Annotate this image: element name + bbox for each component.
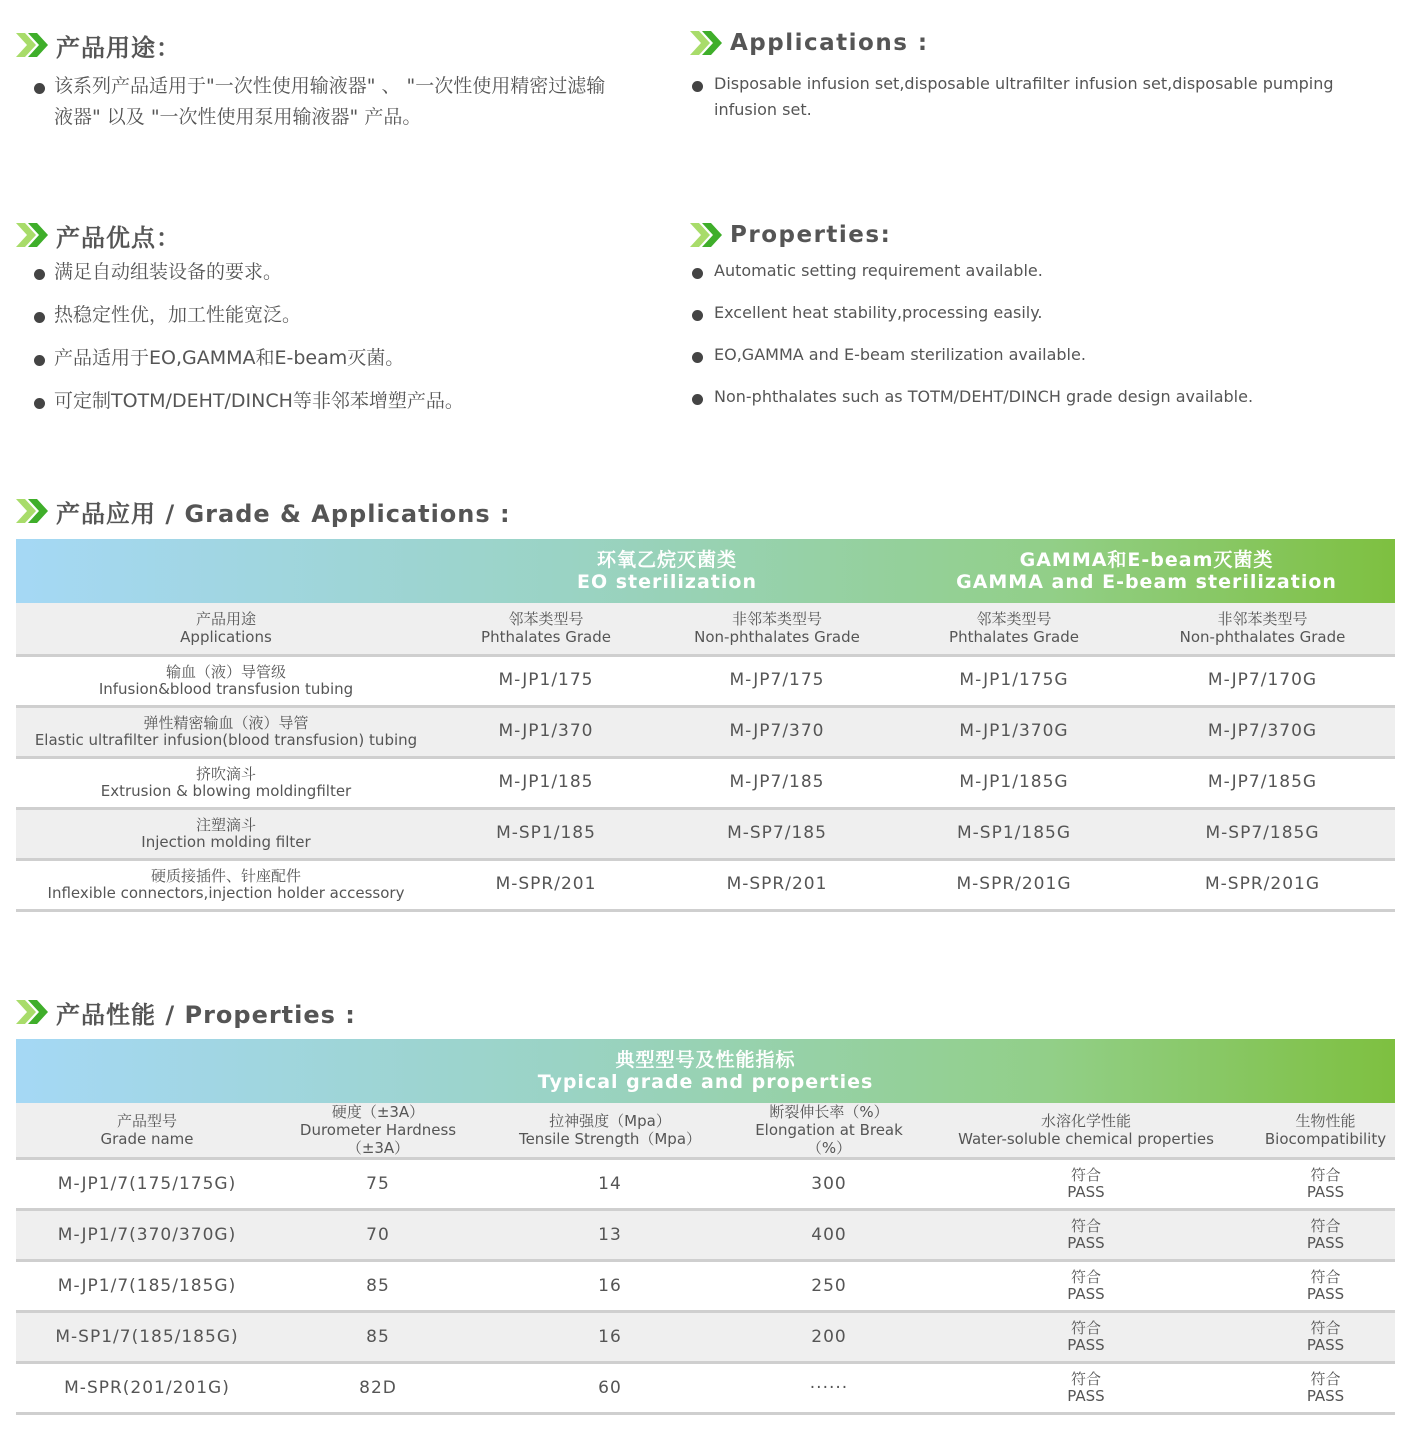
application-cell bbox=[16, 859, 436, 910]
band-label-en: GAMMA and E-beam sterilization bbox=[956, 571, 1337, 593]
result-en: PASS bbox=[1306, 1183, 1345, 1201]
application-cn: 挤吹滴斗 bbox=[195, 764, 256, 783]
grade-name-cell: M-JP1/7(175/175G) bbox=[57, 1173, 237, 1194]
header-en: Durometer Hardness（±3A） bbox=[299, 1121, 457, 1157]
tensile-cell: 16 bbox=[598, 1326, 622, 1347]
table-row bbox=[16, 1363, 1395, 1414]
grade-cell: M-JP1/175G bbox=[959, 670, 1069, 690]
column-header bbox=[16, 603, 436, 655]
result-en: PASS bbox=[1067, 1336, 1105, 1354]
application-cn: 输血（液）导管级 bbox=[165, 662, 286, 681]
chemical-cell bbox=[916, 1261, 1256, 1312]
elongation-cell: 250 bbox=[811, 1275, 847, 1296]
grade-cell: M-JP7/185 bbox=[729, 772, 825, 792]
chemical-cell bbox=[916, 1210, 1256, 1261]
band-label-cn: 环氧乙烷灭菌类 bbox=[596, 549, 737, 571]
grade-cell: M-SP7/185 bbox=[727, 823, 827, 843]
double-chevron-right-icon bbox=[690, 221, 724, 249]
result-cn: 符合 bbox=[1310, 1319, 1341, 1337]
tensile-cell: 13 bbox=[598, 1224, 622, 1245]
tensile-cell: 16 bbox=[598, 1275, 622, 1296]
section-title: 产品用途： bbox=[56, 33, 181, 62]
double-chevron-right-icon bbox=[16, 998, 50, 1026]
gamma-sterilization-header bbox=[898, 539, 1395, 603]
table-row bbox=[16, 808, 1395, 859]
header-cn: 产品用途 bbox=[195, 610, 256, 629]
hardness-cell: 82D bbox=[359, 1377, 397, 1398]
table-band-header bbox=[16, 1039, 1395, 1103]
result-cn: 符合 bbox=[1310, 1268, 1341, 1286]
grade-cell: M-SPR/201 bbox=[495, 874, 597, 894]
grade-cell: M-SP1/185G bbox=[956, 823, 1071, 843]
result-cn: 符合 bbox=[1070, 1166, 1101, 1184]
grade-cell: M-JP7/370 bbox=[729, 721, 825, 741]
double-chevron-right-icon bbox=[16, 221, 50, 249]
tensile-cell: 60 bbox=[598, 1377, 622, 1398]
header-en: Tensile Strength（Mpa） bbox=[518, 1130, 702, 1148]
double-chevron-right-icon bbox=[16, 31, 50, 59]
grade-cell: M-JP7/175 bbox=[729, 670, 825, 690]
column-header bbox=[436, 603, 656, 655]
application-cn: 弹性精密输血（液）导管 bbox=[143, 713, 309, 732]
table-row bbox=[16, 1159, 1395, 1210]
grade-cell: M-SPR/201G bbox=[1205, 874, 1321, 894]
result-cn: 符合 bbox=[1310, 1370, 1341, 1388]
table-row bbox=[16, 859, 1395, 910]
typical-grade-header bbox=[16, 1039, 1395, 1103]
band-label-en: Typical grade and properties bbox=[537, 1071, 874, 1093]
double-chevron-right-icon bbox=[16, 497, 50, 525]
header-en: Grade name bbox=[100, 1130, 194, 1148]
result-cn: 符合 bbox=[1070, 1319, 1101, 1337]
header-cn: 水溶化学性能 bbox=[1040, 1112, 1131, 1130]
header-en: Phthalates Grade bbox=[949, 628, 1079, 647]
header-cn: 硬度（±3A） bbox=[331, 1103, 425, 1121]
grade-name-cell: M-SP1/7(185/185G) bbox=[55, 1326, 239, 1347]
grade-cell: M-SPR/201G bbox=[956, 874, 1072, 894]
hardness-cell: 70 bbox=[366, 1224, 390, 1245]
properties-cn-heading bbox=[16, 218, 181, 252]
chemical-cell bbox=[916, 1312, 1256, 1363]
list-item: 满足自动组装设备的要求。 bbox=[16, 257, 636, 288]
table-row bbox=[16, 1312, 1395, 1363]
header-en: Non-phthalates Grade bbox=[1179, 628, 1346, 647]
grade-name-cell: M-SPR(201/201G) bbox=[64, 1377, 230, 1398]
list-item: 产品适用于EO,GAMMA和E-beam灭菌。 bbox=[16, 343, 636, 374]
grade-applications-heading bbox=[16, 494, 511, 528]
elongation-cell: 400 bbox=[811, 1224, 847, 1245]
table-row bbox=[16, 1210, 1395, 1261]
column-header bbox=[916, 1103, 1256, 1159]
section-title: 产品优点： bbox=[56, 223, 181, 252]
section-title: 产品应用 / Grade & Applications : bbox=[56, 499, 511, 528]
header-cn: 拉神强度（Mpa） bbox=[549, 1112, 671, 1130]
list-item: Automatic setting requirement available. bbox=[674, 258, 1374, 284]
double-chevron-right-icon bbox=[690, 29, 724, 57]
elongation-cell: 300 bbox=[811, 1173, 847, 1194]
application-cell bbox=[16, 808, 436, 859]
application-cell bbox=[16, 757, 436, 808]
grade-cell: M-JP1/370G bbox=[959, 721, 1069, 741]
table-row bbox=[16, 655, 1395, 706]
header-en: Applications bbox=[180, 628, 272, 647]
result-en: PASS bbox=[1306, 1234, 1345, 1252]
grade-cell: M-JP1/185G bbox=[959, 772, 1069, 792]
result-en: PASS bbox=[1306, 1387, 1345, 1405]
header-en: Elongation at Break（%） bbox=[755, 1121, 903, 1157]
application-cn: 注塑滴斗 bbox=[195, 815, 256, 834]
grade-cell: M-SP7/185G bbox=[1205, 823, 1320, 843]
section-title: Properties: bbox=[730, 222, 892, 248]
band-label-cn: 典型型号及性能指标 bbox=[615, 1049, 796, 1071]
applications-cn-heading bbox=[16, 28, 181, 62]
list-item: EO,GAMMA and E-beam sterilization available. bbox=[674, 342, 1374, 368]
grade-name-cell: M-JP1/7(370/370G) bbox=[57, 1224, 237, 1245]
properties-en-list bbox=[674, 258, 1374, 426]
column-header bbox=[16, 1103, 278, 1159]
header-en: Phthalates Grade bbox=[481, 628, 611, 647]
result-en: PASS bbox=[1067, 1387, 1105, 1405]
table-band-header bbox=[16, 539, 1395, 603]
performance-heading bbox=[16, 995, 356, 1029]
grade-cell: M-JP1/370 bbox=[498, 721, 594, 741]
grade-cell: M-JP1/185 bbox=[498, 772, 594, 792]
application-en: Infusion&blood transfusion tubing bbox=[98, 679, 354, 698]
grade-cell: M-JP7/370G bbox=[1207, 721, 1318, 741]
band-label-cn: GAMMA和E-beam灭菌类 bbox=[1019, 549, 1274, 571]
result-en: PASS bbox=[1306, 1336, 1345, 1354]
eo-sterilization-header bbox=[436, 539, 898, 603]
band-label-en: EO sterilization bbox=[577, 571, 757, 593]
tensile-cell: 14 bbox=[598, 1173, 622, 1194]
performance-table bbox=[16, 1039, 1395, 1415]
list-item: Non-phthalates such as TOTM/DEHT/DINCH grade design available. bbox=[674, 384, 1374, 410]
result-en: PASS bbox=[1067, 1234, 1105, 1252]
result-cn: 符合 bbox=[1310, 1166, 1341, 1184]
properties-en-heading bbox=[690, 218, 891, 252]
grade-cell: M-JP7/170G bbox=[1207, 670, 1318, 690]
biocompatibility-cell bbox=[1256, 1210, 1395, 1261]
applications-cn-list bbox=[16, 71, 616, 133]
result-cn: 符合 bbox=[1070, 1268, 1101, 1286]
application-cell bbox=[16, 655, 436, 706]
elongation-cell: 200 bbox=[811, 1326, 847, 1347]
result-en: PASS bbox=[1067, 1183, 1105, 1201]
table-column-headers bbox=[16, 1103, 1395, 1159]
header-cn: 生物性能 bbox=[1295, 1112, 1356, 1130]
hardness-cell: 85 bbox=[366, 1326, 390, 1347]
grade-cell: M-SPR/201 bbox=[726, 874, 828, 894]
applications-en-list bbox=[674, 71, 1364, 123]
biocompatibility-cell bbox=[1256, 1159, 1395, 1210]
application-en: Injection molding filter bbox=[141, 832, 311, 851]
list-item: 可定制TOTM/DEHT/DINCH等非邻苯增塑产品。 bbox=[16, 386, 636, 417]
chemical-cell bbox=[916, 1159, 1256, 1210]
list-item: Disposable infusion set,disposable ultrafilter infusion set,disposable pumping infusion set. bbox=[674, 71, 1364, 123]
header-en: Non-phthalates Grade bbox=[694, 628, 860, 647]
header-cn: 非邻苯类型号 bbox=[731, 610, 822, 629]
application-en: Inflexible connectors,injection holder accessory bbox=[47, 883, 405, 902]
column-header bbox=[742, 1103, 916, 1159]
hardness-cell: 85 bbox=[366, 1275, 390, 1296]
application-cell bbox=[16, 706, 436, 757]
column-header bbox=[278, 1103, 478, 1159]
header-cn: 断裂伸长率（%） bbox=[769, 1103, 889, 1121]
result-cn: 符合 bbox=[1070, 1370, 1101, 1388]
chemical-cell bbox=[916, 1363, 1256, 1414]
table-column-headers bbox=[16, 603, 1395, 655]
hardness-cell: 75 bbox=[366, 1173, 390, 1194]
elongation-cell: ······ bbox=[809, 1377, 849, 1398]
column-header bbox=[1256, 1103, 1395, 1159]
section-title: 产品性能 / Properties : bbox=[56, 1000, 356, 1029]
application-en: Elastic ultrafilter infusion(blood transfusion) tubing bbox=[34, 730, 418, 749]
header-cn: 非邻苯类型号 bbox=[1217, 610, 1308, 629]
header-en: Water-soluble chemical properties bbox=[958, 1130, 1214, 1148]
result-en: PASS bbox=[1067, 1285, 1105, 1303]
result-cn: 符合 bbox=[1070, 1217, 1101, 1235]
header-en: Biocompatibility bbox=[1264, 1130, 1387, 1148]
properties-cn-list bbox=[16, 257, 636, 429]
table-row bbox=[16, 757, 1395, 808]
table-row bbox=[16, 1261, 1395, 1312]
grade-cell: M-JP1/175 bbox=[498, 670, 594, 690]
applications-en-heading bbox=[690, 26, 929, 60]
biocompatibility-cell bbox=[1256, 1312, 1395, 1363]
list-item: Excellent heat stability,processing easily. bbox=[674, 300, 1374, 326]
result-en: PASS bbox=[1306, 1285, 1345, 1303]
section-title: Applications : bbox=[730, 30, 929, 56]
grade-cell: M-JP7/185G bbox=[1207, 772, 1318, 792]
application-cn: 硬质接插件、针座配件 bbox=[150, 866, 301, 885]
list-item: 热稳定性优，加工性能宽泛。 bbox=[16, 300, 636, 331]
header-cn: 邻苯类型号 bbox=[508, 610, 584, 629]
column-header bbox=[656, 603, 898, 655]
grade-cell: M-SP1/185 bbox=[496, 823, 596, 843]
list-item: 该系列产品适用于"一次性使用输液器" 、 "一次性使用精密过滤输液器" 以及 "一次性使用泵用输液器" 产品。 bbox=[16, 71, 616, 133]
column-header bbox=[1130, 603, 1395, 655]
grade-name-cell: M-JP1/7(185/185G) bbox=[57, 1275, 237, 1296]
biocompatibility-cell bbox=[1256, 1261, 1395, 1312]
column-header bbox=[898, 603, 1130, 655]
biocompatibility-cell bbox=[1256, 1363, 1395, 1414]
table-row bbox=[16, 706, 1395, 757]
grade-applications-table bbox=[16, 539, 1395, 912]
header-cn: 邻苯类型号 bbox=[976, 610, 1052, 629]
column-header bbox=[478, 1103, 742, 1159]
application-en: Extrusion & blowing moldingfilter bbox=[100, 781, 352, 800]
band-empty-cell bbox=[16, 539, 436, 603]
header-cn: 产品型号 bbox=[116, 1112, 177, 1130]
result-cn: 符合 bbox=[1310, 1217, 1341, 1235]
